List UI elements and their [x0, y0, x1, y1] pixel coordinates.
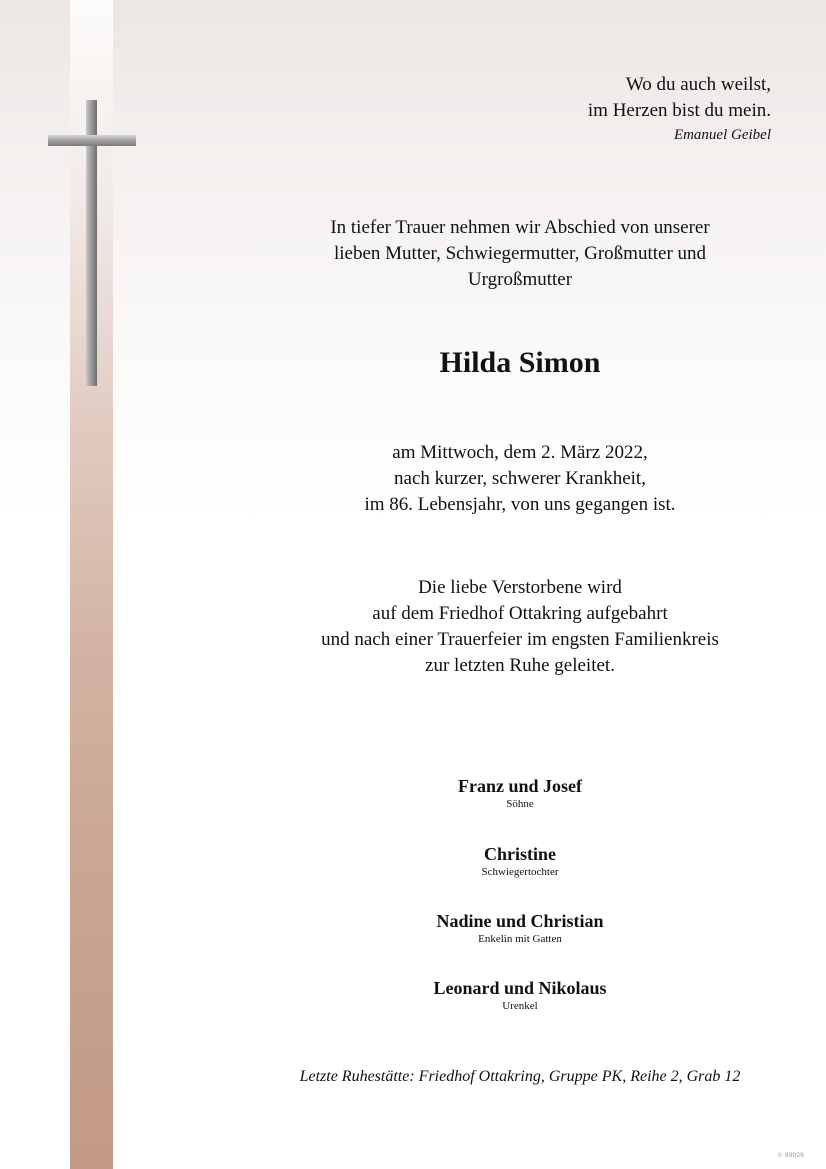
mourner-entry — [260, 775, 780, 811]
mourner-relation: Enkelin mit Gatten — [478, 933, 562, 945]
intro-line: lieben Mutter, Schwiegermutter, Großmutter und — [333, 243, 707, 264]
funeral-info-line: zur letzten Ruhe geleitet. — [425, 655, 615, 676]
quote-author: Emanuel Geibel — [673, 127, 771, 143]
cross-icon — [48, 100, 136, 386]
mourner-relation: Söhne — [506, 798, 534, 810]
mourner-name: Leonard und Nikolaus — [433, 978, 607, 998]
funeral-info-line: auf dem Friedhof Ottakring aufgebahrt — [372, 603, 668, 624]
mourner-entry — [260, 910, 780, 946]
death-info-line: am Mittwoch, dem 2. März 2022, — [392, 442, 648, 463]
mourner-entry — [260, 843, 780, 879]
intro-line: In tiefer Trauer nehmen wir Abschied von unserer — [330, 217, 710, 238]
funeral-info — [260, 575, 780, 679]
death-info-line: im 86. Lebensjahr, von uns gegangen ist. — [364, 494, 676, 515]
death-info-line: nach kurzer, schwerer Krankheit, — [394, 468, 646, 489]
resting-place: Letzte Ruhestätte: Friedhof Ottakring, Gruppe PK, Reihe 2, Grab 12 — [299, 1068, 741, 1085]
deceased-name: Hilda Simon — [439, 346, 601, 379]
quote-line: Wo du auch weilst, — [625, 74, 771, 95]
mourner-name: Franz und Josef — [457, 776, 582, 796]
mourner-relation: Schwiegertochter — [481, 866, 559, 878]
mourner-relation: Urenkel — [502, 1000, 538, 1012]
intro-line: Urgroßmutter — [467, 269, 573, 290]
funeral-info-line: und nach einer Trauerfeier im engsten Familienkreis — [321, 629, 719, 650]
mourner-entry — [260, 977, 780, 1013]
memorial-quote — [588, 72, 771, 146]
death-info — [260, 440, 780, 518]
intro-text — [260, 215, 780, 293]
quote-line: im Herzen bist du mein. — [587, 100, 771, 121]
funeral-info-line: Die liebe Verstorbene wird — [418, 577, 622, 598]
mourner-name: Nadine und Christian — [436, 911, 604, 931]
mourner-name: Christine — [484, 844, 556, 864]
print-code: © 89029 — [777, 1152, 804, 1159]
